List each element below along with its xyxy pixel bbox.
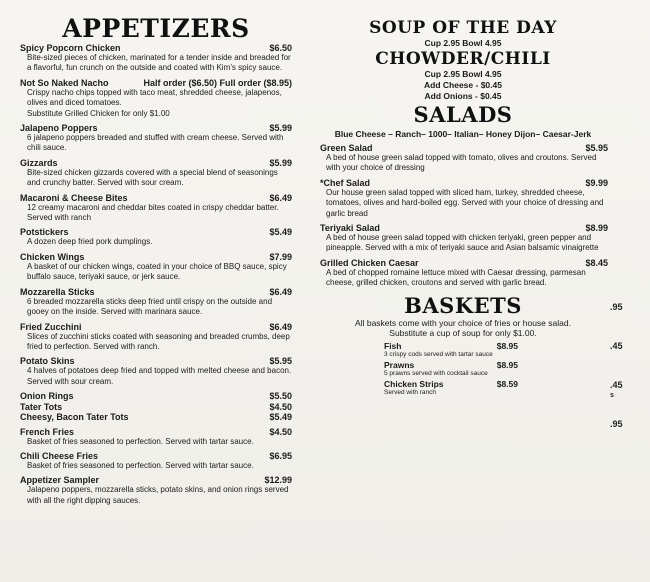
item-price: $5.50 xyxy=(269,391,292,402)
add-cheese: Add Cheese - $0.45 xyxy=(424,80,502,90)
item-name: Chili Cheese Fries xyxy=(20,451,99,462)
menu-item xyxy=(20,356,292,387)
menu-item xyxy=(20,193,292,224)
item-name: French Fries xyxy=(20,426,75,437)
menu-item xyxy=(20,427,292,447)
item-price: $6.50 xyxy=(269,43,292,53)
basket-item xyxy=(384,360,518,370)
item-description: Bite-sized chicken gizzards covered with a special blend of seasonings and crunchy batter. Served with sour cream. xyxy=(27,167,278,188)
item-description: Basket of fries seasoned to perfection. Served with tartar sauce. xyxy=(27,436,254,446)
menu-item xyxy=(20,252,292,283)
item-name: Spicy Popcorn Chicken xyxy=(20,43,121,53)
item-name: Tater Tots xyxy=(20,401,63,412)
dressing-options: Blue Cheese – Ranch– 1000– Italian– Honey Dijon– Caesar-Jerk xyxy=(334,129,592,139)
item-price: $6.49 xyxy=(269,321,292,332)
item-name: Jalapeno Poppers xyxy=(20,123,98,134)
item-description: Bite-sized pieces of chicken, marinated for a tender inside and breaded for a flavorful, fun crunch on the outside and coated with Kim’s spicy sauce. xyxy=(27,53,291,73)
item-name: *Chef Salad xyxy=(320,177,371,188)
item-name: Not So Naked Nacho xyxy=(20,77,109,88)
item-price: $9.99 xyxy=(585,177,608,188)
item-description: 6 breaded mozzarella sticks deep fried until crispy on the outside and gooey on the inside. Served with marinara sauce. xyxy=(27,296,273,317)
item-price: $8.95 xyxy=(496,359,518,370)
item-price: $5.49 xyxy=(269,412,292,423)
item-price: $6.49 xyxy=(269,192,292,203)
item-description: Our house green salad topped with sliced ham, turkey, shredded cheese, tomatoes, olives and hard-boiled egg. Served with your choice of dressing and garlic bread xyxy=(326,187,604,218)
item-price: $8.59 xyxy=(496,378,518,389)
edge-fragment: .95 xyxy=(610,419,623,429)
chowder-prices: Cup 2.95 Bowl 4.95 xyxy=(424,69,502,79)
item-name: Teriyaki Salad xyxy=(320,223,380,234)
item-price: $5.49 xyxy=(269,227,292,238)
appetizers-title: APPETIZERS xyxy=(62,14,250,43)
menu-item xyxy=(320,143,608,174)
item-description: A basket of our chicken wings, coated in your choice of BBQ sauce, spicy buffalo sauce, teriyaki sauce, or jerk sauce. xyxy=(27,261,287,282)
item-description: Served with ranch xyxy=(384,388,437,396)
menu-item xyxy=(20,287,292,318)
menu-item xyxy=(320,178,608,219)
item-name: Chicken Strips xyxy=(384,378,444,389)
item-description: 4 halves of potatoes deep fried and topped with melted cheese and bacon. Served with sour cream. xyxy=(27,366,292,386)
right-column xyxy=(318,18,608,398)
item-name: Gizzards xyxy=(20,157,58,168)
item-name: Fish xyxy=(384,340,402,351)
item-name: Fried Zucchini xyxy=(20,321,82,332)
appetizers-section xyxy=(20,14,292,510)
item-price: $4.50 xyxy=(269,401,292,412)
item-price: $5.99 xyxy=(269,123,292,134)
item-name: Mozzarella Sticks xyxy=(20,286,95,297)
basket-item xyxy=(384,341,518,351)
salads-title: SALADS xyxy=(413,102,513,127)
item-price: $7.99 xyxy=(269,251,292,262)
item-extra: Substitute Grilled Chicken for only $1.00 xyxy=(27,108,170,118)
item-description: Crispy nacho chips topped with taco meat, shredded cheese, jalapenos, olives and diced tomatoes. xyxy=(27,87,282,108)
item-description: A bed of chopped romaine lettuce mixed with Caesar dressing, parmesan cheese, grilled chicken, croutons and served with garlic bread. xyxy=(326,267,586,288)
add-onions: Add Onions - $0.45 xyxy=(424,91,502,101)
item-name: Macaroni & Cheese Bites xyxy=(20,192,128,203)
edge-fragment: .45 xyxy=(610,380,623,390)
item-description: Jalapeno poppers, mozzarella sticks, potato skins, and onion rings served with all the right dipping sauces. xyxy=(27,485,289,505)
item-description: A dozen deep fried pork dumplings. xyxy=(27,237,153,247)
item-description: 5 prawns served with cocktail sauce xyxy=(384,369,488,377)
menu-item xyxy=(20,475,292,506)
baskets-substitute: Substitute a cup of soup for only $1.00. xyxy=(389,328,537,339)
item-description: 6 jalapeno poppers breaded and stuffed with cream cheese. Served with chili sauce. xyxy=(27,133,284,153)
item-description: Slices of zucchini sticks coated with seasoning and breaded crumbs, deep fried to perfection. Served with ranch. xyxy=(27,331,290,351)
item-description: Basket of fries seasoned to perfection. Served with tartar sauce. xyxy=(27,461,254,471)
item-name: Appetizer Sampler xyxy=(20,475,100,486)
item-price: $8.95 xyxy=(496,340,518,351)
edge-fragment: .95 xyxy=(610,302,623,312)
item-price: $12.99 xyxy=(264,475,292,486)
item-price: $8.45 xyxy=(585,257,608,268)
item-name: Cheesy, Bacon Tater Tots xyxy=(20,412,129,423)
menu-item-group xyxy=(20,391,292,423)
menu-item xyxy=(320,223,608,254)
item-price: $4.50 xyxy=(269,426,292,437)
item-price: $8.99 xyxy=(585,223,608,234)
item-name: Grilled Chicken Caesar xyxy=(320,257,419,268)
menu-item xyxy=(20,78,292,119)
item-description: 12 creamy macaroni and cheddar bites coated in crispy cheddar batter. Served with ranch xyxy=(27,202,279,223)
item-name: Prawns xyxy=(384,359,415,370)
item-price: $6.95 xyxy=(269,451,292,462)
menu-item xyxy=(320,258,608,289)
menu-item xyxy=(20,43,292,74)
item-description: 3 crispy cods served with tartar sauce xyxy=(384,350,493,358)
item-name: Green Salad xyxy=(320,143,373,153)
item-price-options: Half order ($6.50) Full order ($8.95) xyxy=(143,77,292,88)
baskets-list xyxy=(384,341,518,397)
soup-title: SOUP OF THE DAY xyxy=(369,18,557,38)
menu-item xyxy=(20,158,292,189)
item-name: Onion Rings xyxy=(20,391,74,402)
edge-fragment: .45 xyxy=(610,341,623,351)
item-price: $6.49 xyxy=(269,286,292,297)
menu-item xyxy=(20,322,292,353)
item-name: Potstickers xyxy=(20,227,69,238)
item-name: Potato Skins xyxy=(20,356,75,367)
chowder-title: CHOWDER/CHILI xyxy=(375,49,551,69)
item-description: A bed of house green salad topped with tomato, olives and croutons. Served with your choice of dressing xyxy=(326,153,597,173)
soup-prices: Cup 2.95 Bowl 4.95 xyxy=(424,38,502,48)
menu-item xyxy=(20,123,292,154)
item-price: $5.99 xyxy=(269,157,292,168)
baskets-title: BASKETS xyxy=(404,292,522,318)
salads-list xyxy=(318,143,608,289)
baskets-intro: All baskets come with your choice of fries or house salad. xyxy=(355,317,571,328)
item-price: $5.95 xyxy=(269,356,292,367)
menu-item xyxy=(20,451,292,471)
item-name: Chicken Wings xyxy=(20,251,85,262)
menu-item xyxy=(20,227,292,247)
item-price: $5.95 xyxy=(585,143,608,153)
item-description: A bed of house green salad topped with chicken teriyaki, green pepper and pineapple. Served with a mix of teriyaki sauce and Asian balsamic vinaigrette xyxy=(326,233,599,253)
edge-fragment: s xyxy=(610,392,614,399)
basket-item xyxy=(384,379,518,389)
